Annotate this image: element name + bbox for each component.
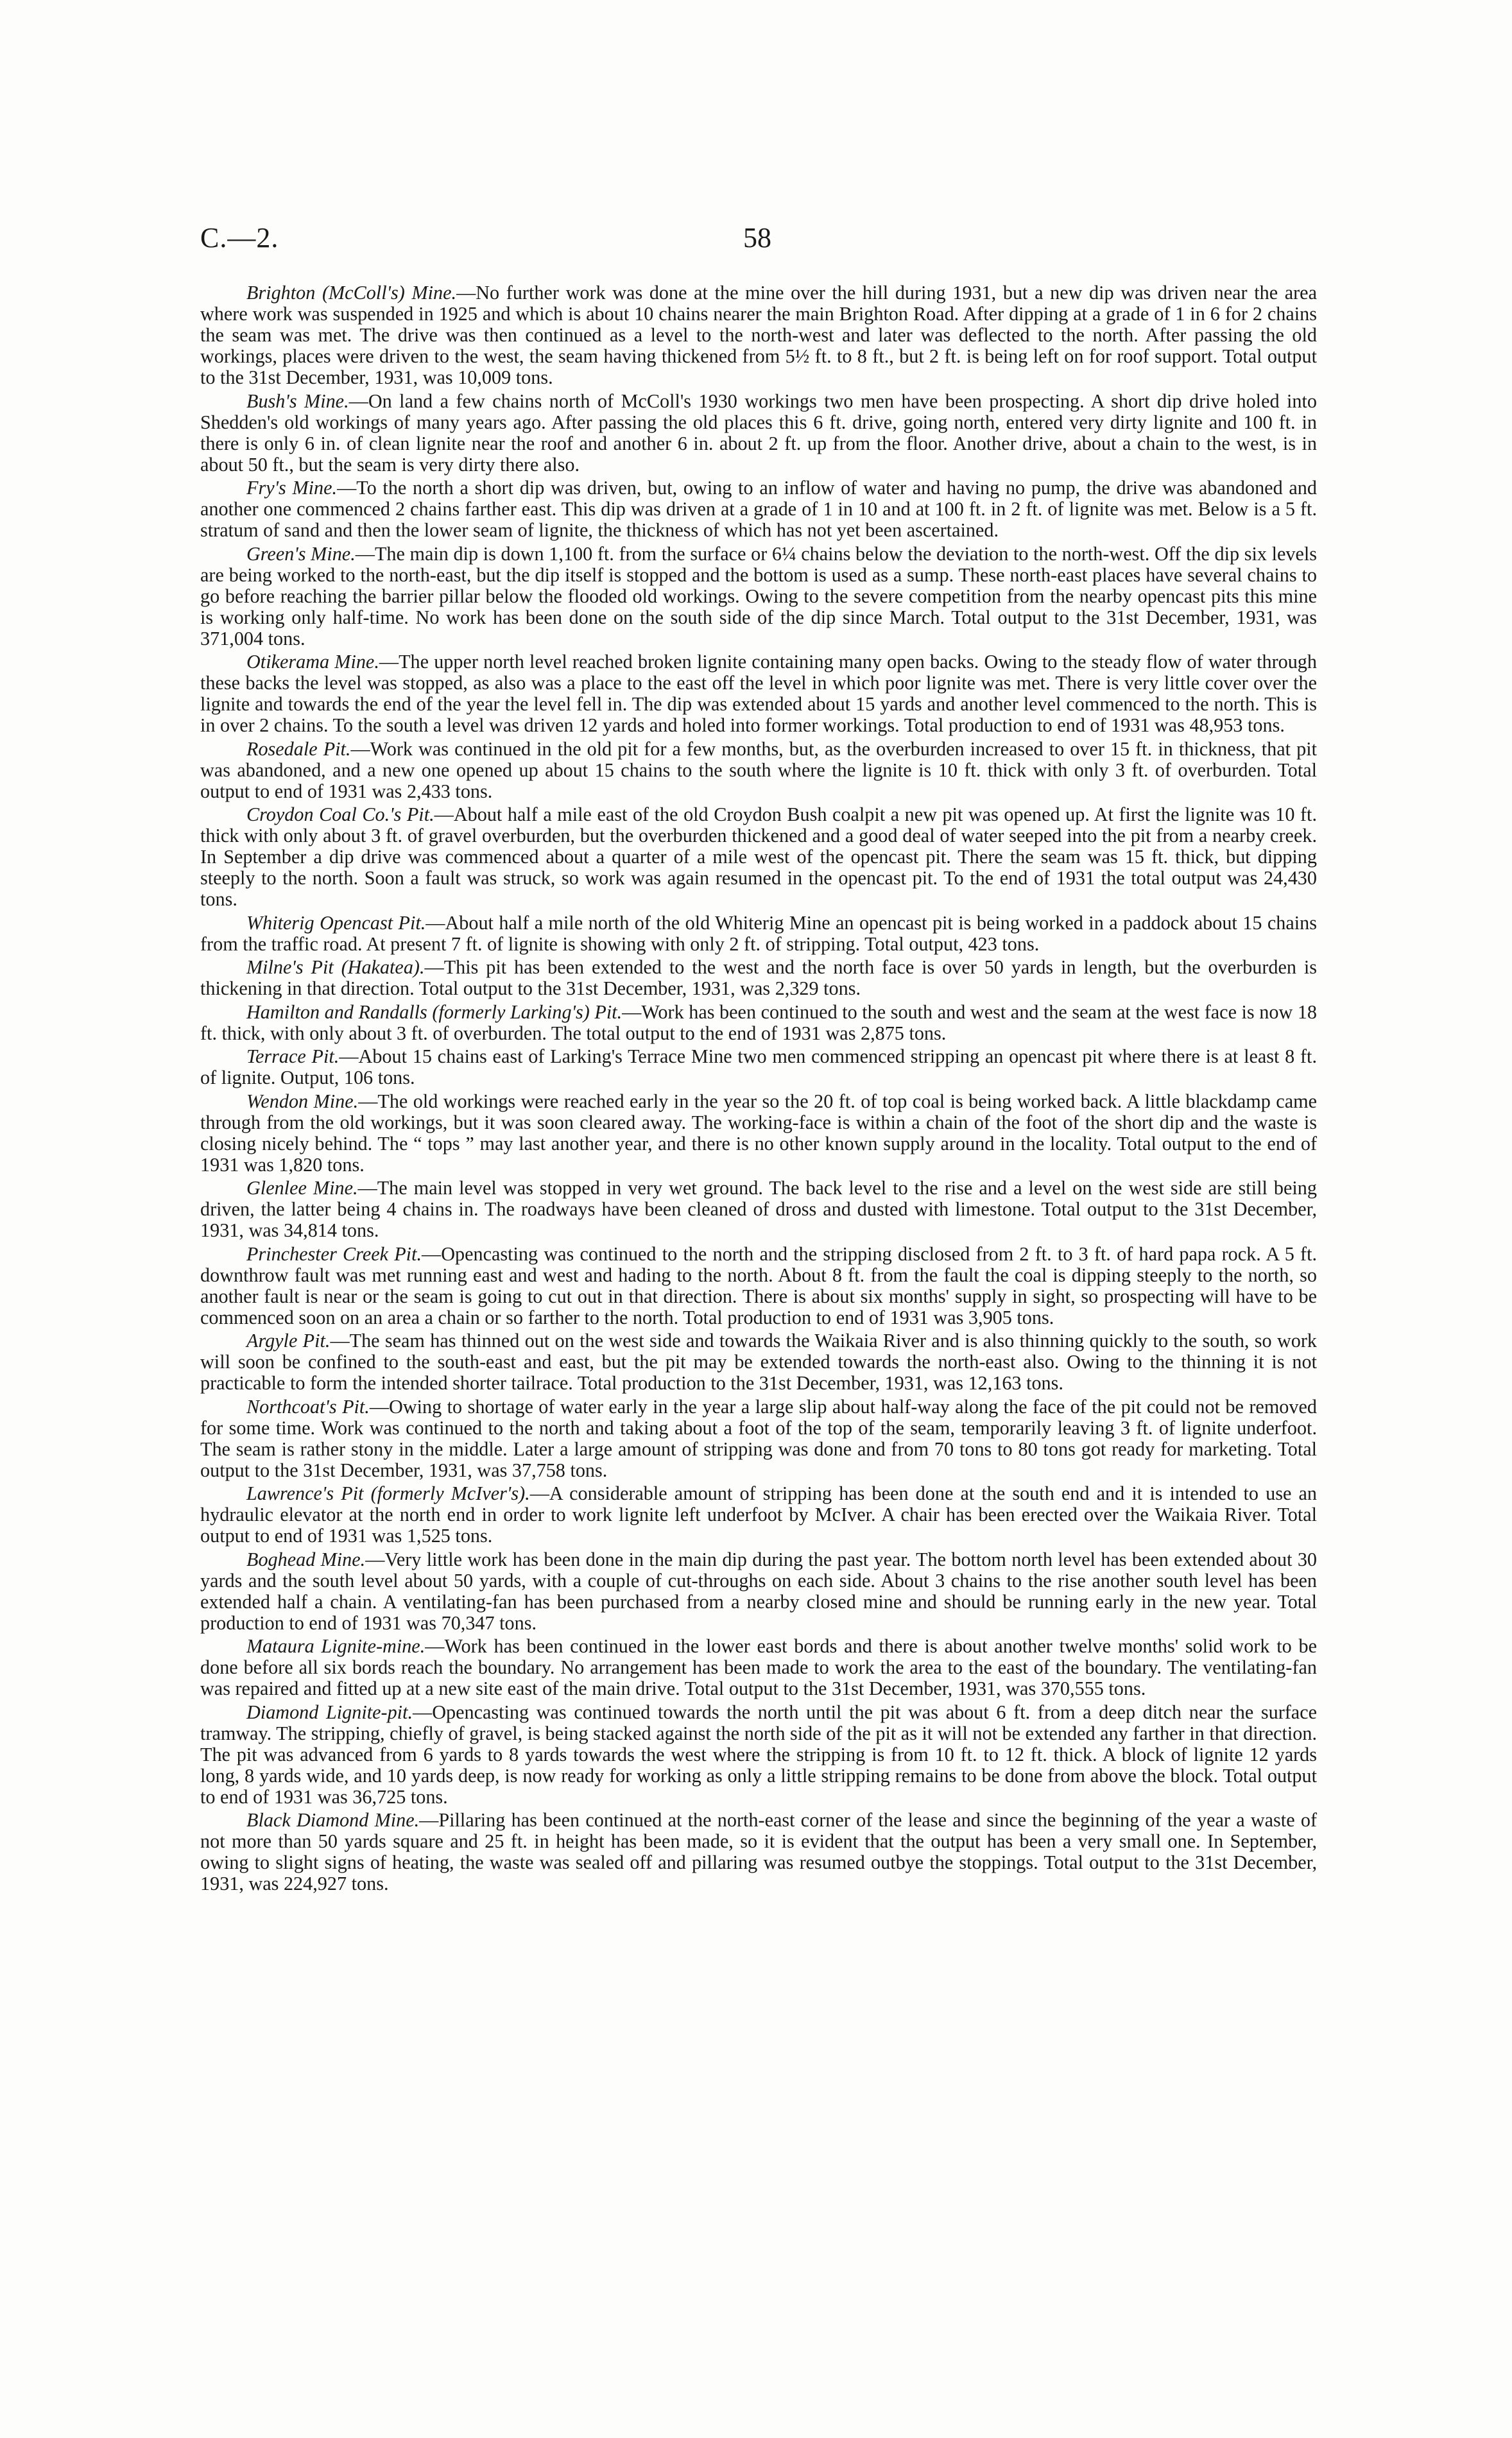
paragraph-greens-mine <box>200 544 1317 649</box>
paragraph-text: —Pillaring has been continued at the north-east corner of the lease and since the beginning of the year a waste of not more than 50 yards square and 25 ft. in height has been made, so it is evident that the output has been a very small one. In September, owing to slight signs of heating, the waste was sealed off and pillaring was resumed outbye the stoppings. Total output to the 31st December, 1931, was 224,927 tons. <box>200 1809 1317 1894</box>
paragraph-diamond-pit <box>200 1702 1317 1808</box>
paragraph-text: —No further work was done at the mine over the hill during 1931, but a new dip was driven near the area where work was suspended in 1925 and which is about 10 chains nearer the main Brighton Road. After dipping at a grade of 1 in 6 for 2 chains the seam was met. The drive was then continued as a level to the north-west and later was deflected to the north. After passing the old workings, places were driven to the west, the seam having thickened from 5½ ft. to 8 ft., but 2 ft. is being left on for roof support. Total output to the 31st December, 1931, was 10,009 tons. <box>200 282 1317 388</box>
paragraph-text: —To the north a short dip was driven, but, owing to an inflow of water and having no pump, the drive was abandoned and another one commenced 2 chains farther east. This dip was driven at a grade of 1 in 10 and at 100 ft. in 2 ft. of lignite was met. Below is a 5 ft. stratum of sand and then the lower seam of lignite, the thickness of which has not yet been ascertained. <box>200 477 1317 541</box>
mine-name: Green's Mine. <box>246 542 356 565</box>
mine-name: Fry's Mine. <box>246 477 338 499</box>
paragraph-princhester-creek-pit <box>200 1244 1317 1328</box>
paragraph-rosedale-pit <box>200 739 1317 802</box>
mine-name: Boghead Mine. <box>246 1548 366 1570</box>
paragraph-text: —A considerable amount of stripping has been done at the south end and it is intended to use an hydraulic elevator at the north end in order to work lignite left underfoot by McIver. A chair has been erected over the Waikaia River. Total output to end of 1931 was 1,525 tons. <box>200 1482 1318 1547</box>
paragraph-text: —The seam has thinned out on the west side and towards the Waikaia River and is also thinning quickly to the south, so work will soon be confined to the south-east and east, but the pit may be extended towards the north-east also. Owing to the thinning it is not practicable to form the intended shorter tailrace. Total production to the 31st December, 1931, was 12,163 tons. <box>200 1330 1317 1394</box>
report-body <box>200 282 1317 1897</box>
mine-name: Otikerama Mine. <box>246 651 379 673</box>
mine-name: Croydon Coal Co.'s Pit. <box>246 803 434 825</box>
paragraph-text: —Opencasting was continued to the north and the stripping disclosed from 2 ft. to 3 ft. of hard papa rock. A 5 ft. downthrow fault was met running east and west and hading to the north. About 8 ft. from the fault the coal is dipping steeply to the north, so another fault is near or the seam is going to cut out in that direction. There is about six months' supply in sight, so prospecting will have to be commenced soon on an area a chain or so farther to the north. Total production to end of 1931 was 3,905 tons. <box>200 1242 1318 1328</box>
report-reference: C.—2. <box>200 222 279 253</box>
paragraph-black-diamond-mine <box>200 1810 1317 1894</box>
paragraph-northcoats-pit <box>200 1396 1317 1481</box>
page-number: 58 <box>743 222 771 253</box>
paragraph-text: —The main dip is down 1,100 ft. from the surface or 6¼ chains below the deviation to the north-west. Off the dip six levels are being worked to the north-east, but the dip itself is stopped and the bottom is used as a sump. These north-east places have several chains to go before reaching the barrier pillar below the flooded old workings. Owing to the severe competition from the nearby opencast pits this mine is working only half-time. No work has been done on the south side of the dip since March. Total output to the 31st December, 1931, was 371,004 tons. <box>200 542 1317 649</box>
mine-name: Rosedale Pit. <box>246 737 351 760</box>
paragraph-argyle-pit <box>200 1330 1317 1394</box>
paragraph-text: —Work has been continued in the lower east bords and there is about another twelve months' solid work to be done before all six bords reach the boundary. No arrangement has been made to work the area to the east of the boundary. The ventilating-fan was repaired and fitted up at a new site east of the main drive. Total output to the 31st December, 1931, was 370,555 tons. <box>200 1635 1317 1699</box>
mine-name: Wendon Mine. <box>246 1090 359 1112</box>
paragraph-text: —The old workings were reached early in the year so the 20 ft. of top coal is being worked back. A little blackdamp came through from the old workings, but it was soon cleared away. The working-face is within a chain of the foot of the short dip and the waste is closing nicely behind. The “ tops ” may last another year, and there is no other known supply around in the locality. Total output to the end of 1931 was 1,820 tons. <box>200 1090 1317 1176</box>
mine-name: Diamond Lignite-pit. <box>246 1701 413 1723</box>
paragraph-text: —The main level was stopped in very wet ground. The back level to the rise and a level on the west side are still being driven, the latter being 4 chains in. The roadways have been cleaned of dross and dusted with limestone. Total output to the 31st December, 1931, was 34,814 tons. <box>200 1177 1317 1241</box>
paragraph-text: —About 15 chains east of Larking's Terrace Mine two men commenced stripping an opencast pit where there is at least 8 ft. of lignite. Output, 106 tons. <box>200 1045 1317 1088</box>
paragraph-text: —The upper north level reached broken lignite containing many open backs. Owing to the steady flow of water through these backs the level was stopped, as also was a place to the east off the level in which poor lignite was met. There is very little cover over the lignite and towards the end of the year the level fell in. The dip was extended about 15 yards and another level commenced to the north. This is in over 2 chains. To the south a level was driven 12 yards and holed into former workings. Total production to end of 1931 was 48,953 tons. <box>200 651 1317 736</box>
mine-name: Northcoat's Pit. <box>246 1395 370 1418</box>
paragraph-lawrences-pit <box>200 1483 1317 1547</box>
mine-name: Hamilton and Randalls (formerly Larking's) Pit. <box>246 1000 623 1023</box>
paragraph-bushs-mine <box>200 391 1317 476</box>
paragraph-text: —Opencasting was continued towards the north until the pit was about 6 ft. from a deep ditch near the surface tramway. The stripping, chiefly of gravel, is being stacked against the north side of the pit as it will not be extended any farther in that direction. The pit was advanced from 6 yards to 8 yards towards the west where the stripping is from 10 ft. to 12 ft. thick. A block of lignite 12 yards long, 8 yards wide, and 10 yards deep, is now ready for working as only a little stripping remains to be done from above the block. Total output to end of 1931 was 36,725 tons. <box>200 1701 1317 1808</box>
paragraph-text: —About half a mile north of the old Whiterig Mine an opencast pit is being worked in a paddock about 15 chains from the traffic road. At present 7 ft. of lignite is showing with only 2 ft. of stripping. Total output, 423 tons. <box>200 911 1317 955</box>
mine-name: Mataura Lignite-mine. <box>246 1635 425 1657</box>
mine-name: Bush's Mine. <box>246 390 349 412</box>
paragraph-whiterig-pit <box>200 913 1317 955</box>
paragraph-brighton-mine <box>200 282 1317 388</box>
mine-name: Black Diamond Mine. <box>246 1809 420 1831</box>
mine-name: Glenlee Mine. <box>246 1177 358 1199</box>
paragraph-wendon-mine <box>200 1091 1317 1176</box>
paragraph-text: —About half a mile east of the old Croydon Bush coalpit a new pit was opened up. At first the lignite was 10 ft. thick with only about 3 ft. of gravel overburden, but the overburden thickened and a good deal of water seeped into the pit from a nearby creek. In September a dip drive was commenced about a quarter of a mile west of the opencast pit. There the seam was 15 ft. thick, but dipping steeply to the north. Soon a fault was struck, so work was again resumed in the opencast pit. To the end of 1931 the total output was 24,430 tons. <box>200 803 1317 910</box>
paragraph-text: —Work has been continued to the south and west and the seam at the west face is now 18 ft. thick, with only about 3 ft. of overburden. The total output to the end of 1931 was 2,875 tons. <box>200 1000 1318 1044</box>
paragraph-text: —On land a few chains north of McColl's 1930 workings two men have been prospecting. A short dip drive holed into Shedden's old workings of many years ago. After passing the old places this 6 ft. drive, going north, entered very dirty lignite and 100 ft. in there is only 6 in. of clean lignite near the roof and another 6 in. about 2 ft. up from the floor. Another drive, about a chain to the west, is in about 50 ft., but the seam is very dirty there also. <box>200 390 1317 476</box>
mine-name: Argyle Pit. <box>246 1330 331 1352</box>
paragraph-text: —This pit has been extended to the west and the north face is over 50 yards in length, but the overburden is thickening in that direction. Total output to the 31st December, 1931, was 2,329 tons. <box>200 956 1318 999</box>
paragraph-hamilton-randalls-pit <box>200 1002 1317 1044</box>
paragraph-text: —Very little work has been done in the main dip during the past year. The bottom north level has been extended about 30 yards and the south level about 50 yards, with a couple of cut-throughs on each side. About 3 chains to the rise another south level has been extended half a chain. A ventilating-fan has been purchased from a nearby closed mine and should be running early in the new year. Total production to end of 1931 was 70,347 tons. <box>200 1548 1317 1634</box>
paragraph-boghead-mine <box>200 1549 1317 1634</box>
mine-name: Brighton (McColl's) Mine. <box>246 282 457 304</box>
mine-name: Terrace Pit. <box>246 1045 339 1067</box>
paragraph-text: —Owing to shortage of water early in the year a large slip about half-way along the face of the pit could not be removed for some time. Work was continued to the north and taking about a foot of the top of the seam, temporarily leaving 3 ft. of lignite underfoot. The seam is rather stony in the middle. Later a large amount of stripping was done and from 70 tons to 80 tons got ready for marketing. Total output to the 31st December, 1931, was 37,758 tons. <box>200 1395 1317 1481</box>
paragraph-croydon-pit <box>200 804 1317 910</box>
mine-name: Lawrence's Pit (formerly McIver's). <box>246 1482 530 1504</box>
mine-name: Milne's Pit (Hakatea). <box>246 956 425 978</box>
paragraph-otikerama-mine <box>200 651 1317 736</box>
mine-name: Whiterig Opencast Pit. <box>246 911 426 934</box>
paragraph-milnes-pit <box>200 957 1317 999</box>
mine-name: Princhester Creek Pit. <box>246 1242 422 1265</box>
paragraph-glenlee-mine <box>200 1178 1317 1241</box>
paragraph-frys-mine <box>200 477 1317 541</box>
paragraph-mataura-mine <box>200 1636 1317 1699</box>
paragraph-text: —Work was continued in the old pit for a few months, but, as the overburden increased to over 15 ft. in thickness, that pit was abandoned, and a new one opened up about 15 chains to the south where the lignite is 10 ft. thick with only 3 ft. of overburden. Total output to end of 1931 was 2,433 tons. <box>200 737 1317 802</box>
paragraph-terrace-pit <box>200 1046 1317 1088</box>
